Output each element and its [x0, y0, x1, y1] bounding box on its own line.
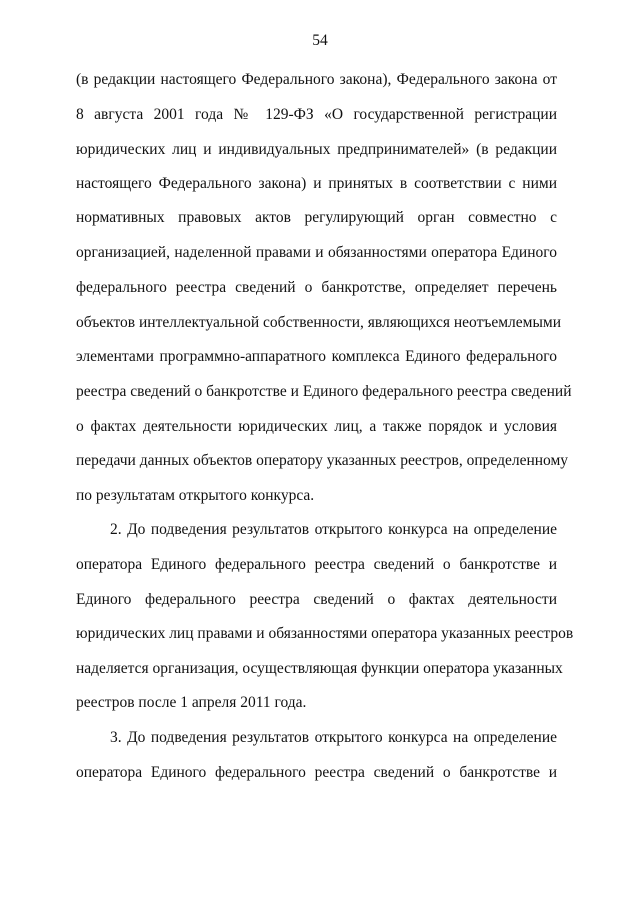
text-line: оператора Единого федерального реестра сведений о банкротстве и: [76, 556, 557, 573]
text-line: (в редакции настоящего Федерального закона), Федерального закона от: [76, 71, 557, 88]
text-line: по результатам открытого конкурса.: [76, 487, 315, 504]
text-line: настоящего Федерального закона) и принятых в соответствии с ними: [76, 175, 557, 192]
text-line: юридических лиц правами и обязанностями оператора указанных реестров: [76, 625, 574, 642]
text-line: реестра сведений о банкротстве и Единого федерального реестра сведений: [76, 383, 572, 400]
text-line: организацией, наделенной правами и обязанностями оператора Единого: [76, 244, 557, 261]
paragraph-first-line: 3. До подведения результатов открытого конкурса на определение: [110, 729, 557, 746]
text-line: передачи данных объектов оператору указанных реестров, определенному: [76, 452, 569, 469]
text-line: федерального реестра сведений о банкротстве, определяет перечень: [76, 279, 557, 296]
text-line: Единого федерального реестра сведений о фактах деятельности: [76, 591, 557, 608]
text-line: о фактах деятельности юридических лиц, а также порядок и условия: [76, 418, 557, 435]
page-number: 54: [312, 32, 328, 49]
text-line: юридических лиц и индивидуальных предпринимателей» (в редакции: [76, 141, 557, 158]
text-line: элементами программно-аппаратного комплекса Единого федерального: [76, 348, 557, 365]
paragraph-first-line: 2. До подведения результатов открытого конкурса на определение: [110, 521, 557, 538]
text-line: оператора Единого федерального реестра сведений о банкротстве и: [76, 764, 557, 781]
text-line: реестров после 1 апреля 2011 года.: [76, 694, 307, 711]
text-line: наделяется организация, осуществляющая функции оператора указанных: [76, 660, 563, 677]
text-line: 8 августа 2001 года № 129-ФЗ «О государственной регистрации: [76, 106, 557, 123]
text-line: объектов интеллектуальной собственности, являющихся неотъемлемыми: [76, 314, 561, 331]
text-line: нормативных правовых актов регулирующий орган совместно с: [76, 209, 557, 226]
